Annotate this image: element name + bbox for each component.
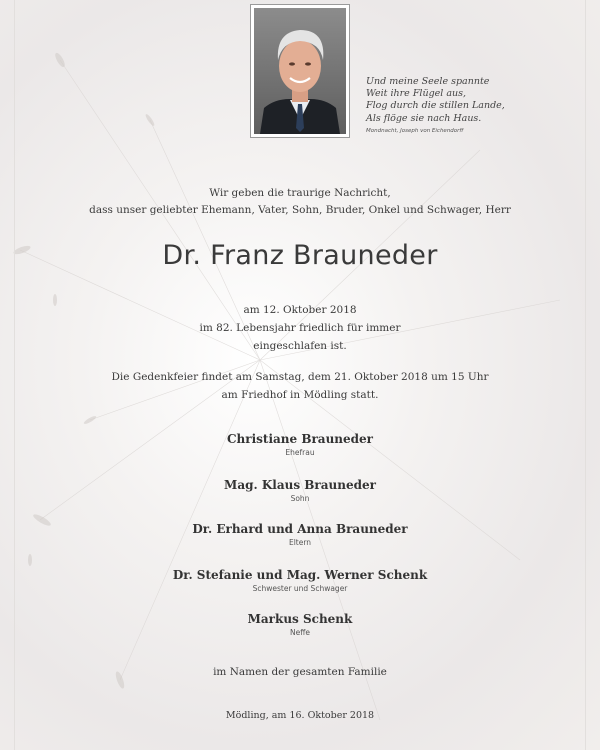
death-line-1: am 12. Oktober 2018 <box>243 304 357 316</box>
family-note: im Namen der gesamten Familie <box>213 666 387 678</box>
mourner-name: Markus Schenk <box>247 612 353 626</box>
intro-line-2: dass unser geliebter Ehemann, Vater, Sohn, Bruder, Onkel und Schwager, Herr <box>89 204 511 216</box>
poem-line: Weit ihre Flügel aus, <box>366 88 467 100</box>
mourner-relation: Sohn <box>290 494 310 503</box>
death-line-2: im 82. Lebensjahr friedlich für immer <box>199 322 401 334</box>
ceremony-line-2: am Friedhof in Mödling statt. <box>221 389 379 401</box>
mourner-name: Christiane Brauneder <box>227 432 373 446</box>
poem-line: Als flöge sie nach Haus. <box>366 112 482 124</box>
mourner-name: Dr. Stefanie und Mag. Werner Schenk <box>172 568 428 582</box>
intro-text <box>0 185 600 219</box>
mourner-entry <box>0 432 600 457</box>
mourner-entry <box>0 568 600 593</box>
portrait-image <box>254 8 346 134</box>
poem-line: Flog durch die stillen Lande, <box>366 100 505 112</box>
mourner-relation: Ehefrau <box>285 448 315 457</box>
poem <box>366 76 586 125</box>
death-notice <box>0 301 600 355</box>
place-date: Mödling, am 16. Oktober 2018 <box>225 710 375 721</box>
mourner-entry <box>0 478 600 503</box>
deceased-name: Dr. Franz Brauneder <box>162 240 438 271</box>
mourner-entry <box>0 522 600 547</box>
ceremony-line-1: Die Gedenkfeier findet am Samstag, dem 21. Oktober 2018 um 15 Uhr <box>111 371 489 383</box>
mourner-relation: Eltern <box>288 538 312 547</box>
intro-line-1: Wir geben die traurige Nachricht, <box>209 187 391 199</box>
ceremony-info <box>0 368 600 404</box>
portrait-photo <box>250 4 350 138</box>
poem-line: Und meine Seele spannte <box>366 76 490 87</box>
mourner-relation: Neffe <box>289 628 310 637</box>
mourner-name: Dr. Erhard und Anna Brauneder <box>192 522 408 536</box>
mourner-name: Mag. Klaus Brauneder <box>224 478 376 492</box>
death-line-3: eingeschlafen ist. <box>253 340 347 352</box>
mourner-entry <box>0 612 600 637</box>
poem-source: Mondnacht, Joseph von Eichendorff <box>366 128 464 134</box>
mourner-relation: Schwester und Schwager <box>252 584 348 593</box>
